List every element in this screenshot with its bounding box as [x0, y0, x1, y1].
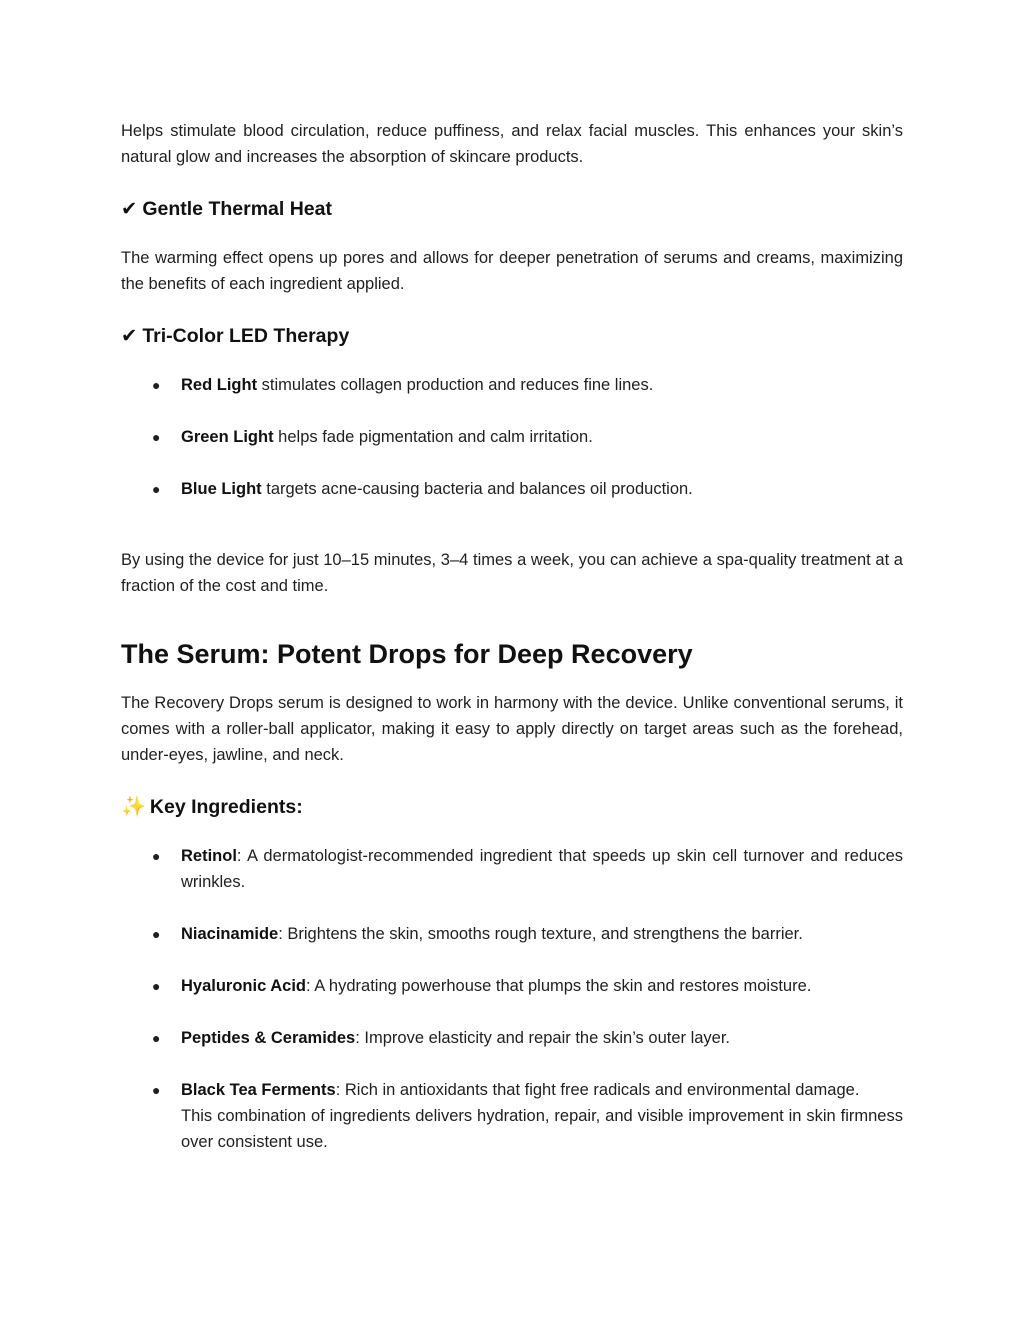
- list-item-text: stimulates collagen production and reduces fine lines.: [257, 376, 654, 394]
- list-item: [121, 424, 903, 450]
- ingredients-closing-text: This combination of ingredients delivers hydration, repair, and visible improvement in skin firmness over consistent use.: [181, 1107, 903, 1151]
- ingredients-heading-text: Key Ingredients:: [149, 796, 303, 818]
- list-item-text: : Improve elasticity and repair the skin’s outer layer.: [355, 1029, 731, 1047]
- sparkle-icon: ✨: [121, 796, 146, 818]
- ingredients-list: [121, 843, 903, 1155]
- list-item-text: : Brightens the skin, smooths rough texture, and strengthens the barrier.: [278, 925, 803, 943]
- list-item-term: Retinol: [181, 847, 237, 865]
- serum-paragraph: The Recovery Drops serum is designed to work in harmony with the device. Unlike conventional serums, it comes with a roller-ball applicator, making it easy to apply directly on target areas such as the forehead, under-eyes, jawline, and neck.: [121, 694, 903, 764]
- bullet-icon: ●: [152, 926, 161, 942]
- bullet-icon: ●: [152, 429, 161, 445]
- thermal-paragraph: The warming effect opens up pores and allows for deeper penetration of serums and creams, maximizing the benefits of each ingredient applied.: [121, 249, 903, 293]
- list-item-term: Hyaluronic Acid: [181, 977, 306, 995]
- usage-paragraph: By using the device for just 10–15 minutes, 3–4 times a week, you can achieve a spa-quality treatment at a fraction of the cost and time.: [121, 551, 903, 595]
- list-item-text: targets acne-causing bacteria and balances oil production.: [261, 480, 693, 498]
- bullet-icon: ●: [152, 377, 161, 393]
- list-item-term: Black Tea Ferments: [181, 1081, 336, 1099]
- list-item: [121, 476, 903, 502]
- led-heading: [121, 322, 903, 350]
- list-item: [121, 921, 903, 947]
- list-item-term: Blue Light: [181, 480, 262, 498]
- list-item-term: Red Light: [181, 376, 258, 394]
- list-item: [121, 1077, 903, 1155]
- intro-paragraph: Helps stimulate blood circulation, reduce puffiness, and relax facial muscles. This enhances your skin’s natural glow and increases the absorption of skincare products.: [121, 122, 903, 166]
- list-item-term: Green Light: [181, 428, 274, 446]
- list-item: [121, 973, 903, 999]
- bullet-icon: ●: [152, 1030, 161, 1046]
- bullet-icon: ●: [152, 978, 161, 994]
- serum-heading: The Serum: Potent Drops for Deep Recovery: [121, 639, 693, 669]
- checkmark-icon: ✔: [121, 198, 138, 220]
- list-item-text: : A hydrating powerhouse that plumps the skin and restores moisture.: [306, 977, 812, 995]
- checkmark-icon: ✔: [121, 325, 138, 347]
- bullet-icon: ●: [152, 1082, 161, 1098]
- document-page: [121, 118, 903, 1155]
- list-item-term: Peptides & Ceramides: [181, 1029, 356, 1047]
- thermal-heading: [121, 195, 903, 223]
- list-item-text: : Rich in antioxidants that fight free radicals and environmental damage.: [335, 1081, 860, 1099]
- bullet-icon: ●: [152, 481, 161, 497]
- list-item-text: helps fade pigmentation and calm irritation.: [273, 428, 593, 446]
- led-heading-text: Tri-Color LED Therapy: [142, 325, 350, 347]
- led-list: [121, 372, 903, 502]
- list-item-text: : A dermatologist-recommended ingredient that speeds up skin cell turnover and reduces wrinkles.: [181, 847, 903, 891]
- list-item-term: Niacinamide: [181, 925, 279, 943]
- list-item: [121, 1025, 903, 1051]
- thermal-heading-text: Gentle Thermal Heat: [142, 198, 332, 220]
- list-item: [121, 372, 903, 398]
- bullet-icon: ●: [152, 848, 161, 864]
- ingredients-heading: [121, 793, 903, 821]
- list-item: [121, 843, 903, 895]
